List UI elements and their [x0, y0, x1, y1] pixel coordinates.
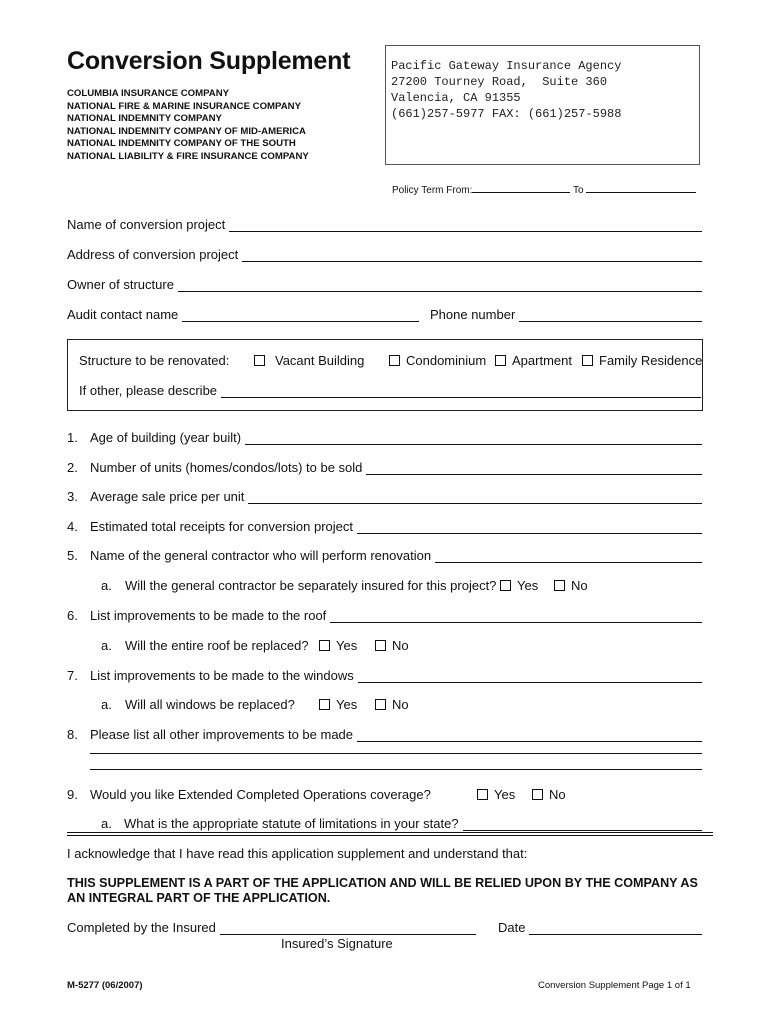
- question-row: [67, 519, 702, 534]
- company-name: NATIONAL FIRE & MARINE INSURANCE COMPANY: [67, 100, 301, 112]
- checkbox[interactable]: [532, 789, 543, 800]
- question-text: Age of building (year built): [90, 430, 242, 445]
- no-label: No: [392, 697, 409, 712]
- question-text: Estimated total receipts for conversion project: [90, 519, 354, 534]
- phone-field[interactable]: [519, 308, 702, 322]
- subquestion-row: [101, 638, 309, 653]
- question-number: 9.: [67, 787, 78, 802]
- option-label: Vacant Building: [275, 353, 365, 368]
- answer-field[interactable]: [463, 817, 702, 831]
- other-describe-field[interactable]: [221, 384, 701, 398]
- project-name-row: [67, 217, 702, 232]
- project-address-field[interactable]: [242, 248, 702, 262]
- question-number: a.: [101, 816, 112, 831]
- date-label: Date: [498, 920, 526, 935]
- owner-row: [67, 277, 702, 292]
- question-number: 2.: [67, 460, 78, 475]
- form-code: M-5277 (06/2007): [67, 980, 143, 991]
- subquestion-row: [101, 816, 702, 831]
- policy-to-label: To: [573, 185, 584, 196]
- answer-line[interactable]: [90, 769, 702, 770]
- company-list: [67, 88, 309, 163]
- option-vacant[interactable]: [254, 353, 364, 368]
- question-number: 5.: [67, 548, 78, 563]
- completed-label: Completed by the Insured: [67, 920, 216, 935]
- question-number: 3.: [67, 489, 78, 504]
- company-name: NATIONAL INDEMNITY COMPANY OF MID-AMERICA: [67, 125, 306, 137]
- question-number: a.: [101, 578, 112, 593]
- option-condominium[interactable]: [389, 353, 486, 368]
- signature-field[interactable]: [220, 921, 476, 935]
- answer-field[interactable]: [366, 461, 702, 475]
- question-row: [67, 608, 702, 623]
- checkbox[interactable]: [495, 355, 506, 366]
- question-number: 8.: [67, 727, 78, 742]
- company-name: COLUMBIA INSURANCE COMPANY: [67, 88, 230, 99]
- agency-line: Valencia, CA 91355: [391, 91, 521, 105]
- no-label: No: [571, 578, 588, 593]
- structure-label-text: Structure to be renovated:: [79, 353, 230, 368]
- yes-option[interactable]: [500, 578, 538, 593]
- question-number: 6.: [67, 608, 78, 623]
- yes-label: Yes: [517, 578, 539, 593]
- yes-option[interactable]: [319, 638, 357, 653]
- acknowledge-text: I acknowledge that I have read this application supplement and understand that:: [67, 846, 528, 861]
- question-row: [67, 489, 702, 504]
- no-label: No: [392, 638, 409, 653]
- project-address-label: Address of conversion project: [67, 247, 239, 262]
- audit-label: Audit contact name: [67, 307, 179, 322]
- agency-box: [385, 45, 700, 165]
- answer-line[interactable]: [90, 753, 702, 754]
- policy-term: [392, 181, 696, 196]
- question-text: Will the entire roof be replaced?: [125, 638, 309, 653]
- option-label: Apartment: [512, 353, 572, 368]
- audit-row: [67, 307, 419, 322]
- question-text: Name of the general contractor who will perform renovation: [90, 548, 432, 563]
- question-text: Would you like Extended Completed Operations coverage?: [90, 787, 431, 802]
- answer-field[interactable]: [330, 609, 702, 623]
- audit-field[interactable]: [182, 308, 419, 322]
- question-text: Will the general contractor be separately insured for this project?: [125, 578, 497, 593]
- question-row: [67, 430, 702, 445]
- owner-field[interactable]: [178, 278, 702, 292]
- policy-from-label: Policy Term From:: [392, 185, 473, 196]
- company-name: NATIONAL INDEMNITY COMPANY: [67, 113, 222, 124]
- no-option[interactable]: [375, 638, 409, 653]
- question-row: [67, 668, 702, 683]
- project-name-label: Name of conversion project: [67, 217, 226, 232]
- answer-field[interactable]: [435, 549, 702, 563]
- question-text: Will all windows be replaced?: [125, 697, 295, 712]
- page-indicator: Conversion Supplement Page 1 of 1: [538, 980, 691, 991]
- question-row: [67, 548, 702, 563]
- yes-label: Yes: [494, 787, 516, 802]
- question-number: a.: [101, 697, 112, 712]
- project-address-row: [67, 247, 702, 262]
- question-text: List improvements to be made to the windows: [90, 668, 354, 683]
- option-label: Condominium: [406, 353, 487, 368]
- phone-label: Phone number: [430, 307, 516, 322]
- checkbox[interactable]: [319, 640, 330, 651]
- no-option[interactable]: [375, 697, 409, 712]
- checkbox[interactable]: [582, 355, 593, 366]
- option-apartment[interactable]: [495, 353, 572, 368]
- no-label: No: [549, 787, 566, 802]
- other-describe-label: If other, please describe: [79, 383, 218, 398]
- yes-option[interactable]: [477, 787, 515, 802]
- question-number: 4.: [67, 519, 78, 534]
- question-text: Please list all other improvements to be made: [90, 727, 354, 742]
- yes-label: Yes: [336, 638, 358, 653]
- agency-line: Pacific Gateway Insurance Agency: [391, 59, 622, 73]
- answer-field[interactable]: [358, 669, 702, 683]
- answer-field[interactable]: [248, 490, 702, 504]
- yes-option[interactable]: [319, 697, 357, 712]
- answer-field[interactable]: [357, 728, 702, 742]
- checkbox[interactable]: [554, 580, 565, 591]
- question-row: [67, 460, 702, 475]
- yes-label: Yes: [336, 697, 358, 712]
- date-row: [498, 920, 702, 935]
- question-text: Number of units (homes/condos/lots) to be sold: [90, 460, 363, 475]
- checkbox[interactable]: [319, 699, 330, 710]
- agency-line: 27200 Tourney Road, Suite 360: [391, 75, 608, 89]
- no-option[interactable]: [532, 787, 566, 802]
- signature-caption: Insured’s Signature: [281, 936, 393, 951]
- form-title: Conversion Supplement: [67, 47, 351, 75]
- question-text: Average sale price per unit: [90, 489, 245, 504]
- company-name: NATIONAL LIABILITY & FIRE INSURANCE COMPANY: [67, 150, 309, 162]
- statement-text: THIS SUPPLEMENT IS A PART OF THE APPLICATION AND WILL BE RELIED UPON BY THE COMPANY AS AN INTEGRAL PART OF THE APPLICATION.: [67, 876, 698, 905]
- checkbox[interactable]: [389, 355, 400, 366]
- project-name-field[interactable]: [229, 218, 702, 232]
- other-describe-row: [79, 383, 701, 398]
- no-option[interactable]: [554, 578, 588, 593]
- owner-label: Owner of structure: [67, 277, 174, 292]
- question-number: 7.: [67, 668, 78, 683]
- date-field[interactable]: [529, 921, 702, 935]
- question-number: a.: [101, 638, 112, 653]
- answer-field[interactable]: [245, 431, 702, 445]
- signature-row: [67, 920, 476, 935]
- company-name: NATIONAL INDEMNITY COMPANY OF THE SOUTH: [67, 138, 296, 149]
- question-text: List improvements to be made to the roof: [90, 608, 327, 623]
- policy-from-field[interactable]: [472, 181, 570, 193]
- question-text: What is the appropriate statute of limitations in your state?: [124, 816, 459, 831]
- subquestion-row: [101, 578, 496, 593]
- structure-label: [79, 353, 229, 368]
- agency-line: (661)257-5977 FAX: (661)257-5988: [391, 107, 622, 121]
- divider: [67, 832, 713, 836]
- question-row: [67, 787, 431, 802]
- subquestion-row: [101, 697, 295, 712]
- answer-field[interactable]: [357, 520, 702, 534]
- question-row: [67, 727, 702, 742]
- checkbox[interactable]: [254, 355, 265, 366]
- policy-to-field[interactable]: [586, 181, 696, 193]
- structure-box: [67, 339, 703, 411]
- checkbox[interactable]: [375, 640, 386, 651]
- checkbox[interactable]: [477, 789, 488, 800]
- checkbox[interactable]: [500, 580, 511, 591]
- phone-row: [430, 307, 702, 322]
- question-number: 1.: [67, 430, 78, 445]
- option-label: Family Residence: [599, 353, 703, 368]
- checkbox[interactable]: [375, 699, 386, 710]
- option-family-residence[interactable]: [582, 353, 702, 368]
